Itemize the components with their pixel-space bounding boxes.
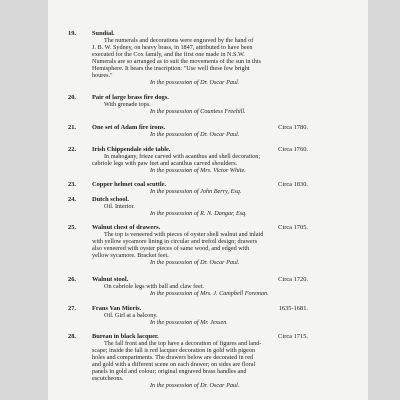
entry-description-line: escutcheons. (92, 374, 124, 382)
entry-title: Frans Van Mieris. (92, 305, 142, 312)
entry-title: Pair of large brass fire dogs. (92, 94, 169, 101)
entry-circa: Circa 1715. (278, 333, 308, 340)
entry-title: Irish Chippendale side table. (92, 146, 171, 153)
entry-number: 25. (68, 224, 76, 231)
entry-circa: Circa 1720. (278, 276, 308, 283)
entry-title: Sundial. (92, 30, 115, 37)
entry-number: 26. (68, 276, 76, 283)
entry-number: 22. (68, 146, 76, 153)
entry-description-line: houres." (92, 71, 113, 79)
entry-provenance: In the possession of Mr. Jessen. (150, 319, 228, 327)
entry-description-line: with yellow sycamore lining in circular and trefoil design; drawers (92, 238, 258, 246)
entry-description-line: executed for the Cox family, and the first one made in N.S.W. (92, 51, 245, 59)
entry-title: Dutch school. (92, 196, 129, 203)
entry-number: 21. (68, 124, 76, 131)
entry-number: 19. (68, 30, 76, 37)
entry-description-line: and gold with a different scene on each drawer; on sides are floral (92, 361, 256, 368)
entry-provenance: In the possession of Dr. Oscar Paul. (150, 131, 240, 139)
entry-description-line: panels in gold and colour; original engraved brass handles and (92, 367, 247, 375)
entry-provenance: In the possession of R. N. Dangar, Esq. (150, 210, 247, 218)
entry-circa: Circa 1760. (278, 146, 308, 153)
entry-number: 20. (68, 94, 76, 101)
entry-description-line: Numerals are so arranged as to suit the movements of the sun in this (92, 58, 261, 65)
entry-number: 24. (68, 196, 76, 203)
entry-description-line: On cabriole legs with ball and claw feet. (104, 283, 204, 291)
entry-provenance: In the possession of Mrs. Victor White. (150, 167, 246, 175)
entry-number: 27. (68, 305, 76, 312)
entry-number: 28. (68, 333, 76, 340)
entry-description-line: The numerals and decorations were engraved by the hand of (104, 37, 254, 45)
entry-description-line: J. B. W. Sydney, on heavy brass, in 1847, attributed to have been (92, 44, 253, 52)
entry-description-line: The top is veneered with pieces of oyster shell walnut and inlaid (104, 231, 264, 239)
entry-title: Copper helmet coal scuttle. (92, 181, 167, 188)
entry-description-line: The fall front and the top have a decoration of figures and land- (104, 340, 262, 348)
entry-title: Walnut stool. (92, 276, 129, 283)
entry-description-line: scape; inside the fall is red lacquer decoration in gold with pigeon (92, 347, 256, 355)
entry-description-line: Hemisphere. It bears the inscription: "Use well these few bright (92, 64, 250, 72)
entry-description-line: Oil. Girl at a balcony. (104, 312, 158, 320)
entry-description-line: In mahogany, frieze carved with acanthus and shell decoration; (104, 153, 261, 161)
entry-provenance: In the possession of Dr. Oscar Paul. (150, 258, 240, 266)
entry-circa: Circa 1830. (278, 181, 308, 188)
entry-circa: 1635-1681. (278, 305, 308, 312)
entry-description-line: With grenade tops. (104, 101, 151, 109)
entry-provenance: In the possession of Countess Freehill. (150, 108, 246, 116)
entry-description-line: cabriole legs with paw feet and acanthus carved shoulders. (92, 160, 238, 168)
entry-description-line: Oil. Interior. (104, 203, 135, 211)
entry-number: 23. (68, 181, 76, 188)
entry-provenance: In the possession of John Berry, Esq. (150, 188, 242, 196)
entry-description-line: also veneered with oyster pieces of same wood, and edged with (92, 245, 250, 253)
entry-provenance: In the possession of Dr. Oscar Paul. (150, 78, 240, 86)
entry-title: Bureau in black lacquer. (92, 333, 159, 340)
entry-title: Walnut chest of drawers. (92, 224, 161, 231)
entry-description-line: holes and compartments. The drawers below are decorated in red (92, 354, 254, 362)
entry-description-line: yellow sycamore. Bracket feet. (92, 252, 169, 259)
entry-circa: Circa 1705. (278, 224, 308, 231)
entry-circa: Circa 1780. (278, 124, 308, 131)
entry-provenance: In the possession of Dr. Oscar Paul. (150, 381, 240, 389)
entry-provenance: In the possession of Mrs. J. Campbell Foreman. (150, 290, 269, 298)
entry-title: One set of Adam fire irons. (92, 124, 166, 131)
